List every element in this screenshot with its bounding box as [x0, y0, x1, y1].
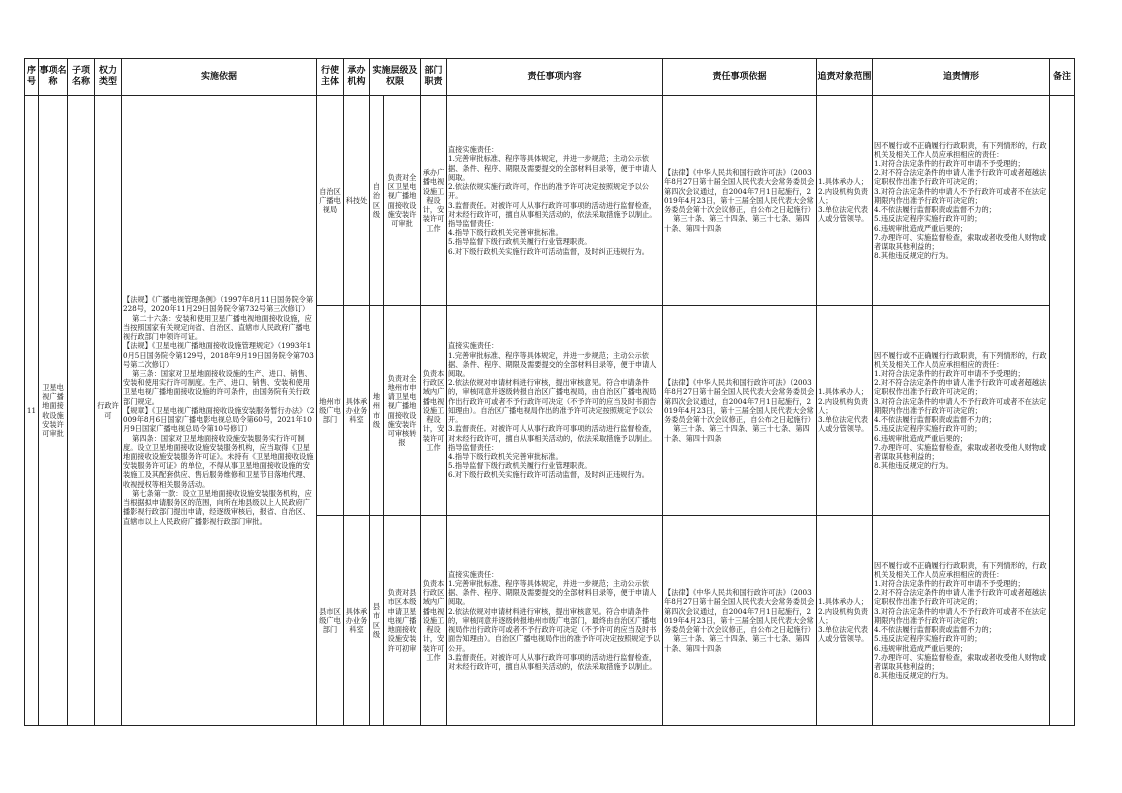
level-cell: 县市区级 — [370, 516, 384, 726]
header-duty-basis: 责任事项依据 — [663, 59, 817, 96]
header-subject: 行使主体 — [317, 59, 344, 96]
situation-cell: 因不履行或不正确履行行政职责，有下列情形的，行政机关及相关工作人员应承担相应的责任： 1.对符合法定条件的行政许可申请不予受理的； 2.对不符合法定条件的申请人准予行政许可或者超越法定职权作出准予行政许可决定的； 3.对符合法定条件的申请人不予行政许可或者不在法定期限内作出准予行政许可决定的； 4.不依法履行监督职责或监督不力的； 5.违反法定程序实施行政许可的； 6.违规审批造成严重后果的； 7.办理许可、实施监督检查，索取或者收受他人财物或者谋取其他利益的； 8.其他违反规定的行为。 — [873, 516, 1050, 726]
header-level: 实施层级及权限 — [370, 59, 421, 96]
responsibility-table — [24, 58, 1075, 726]
duty-content-cell: 直接实施责任： 1.完善审批标准、程序等具体规定，并进一步规范；主动公示依据、条件、程序、期限及需要提交的全部材料目录等，便于申请人阅取。 2.依法依规对申请材料进行审核，提出审核意见。符合申请条件的，审核同意并逐级转报地州市级广电部门，最终由自治区广播电视局作出行政许可或者不予行政许可决定（不予许可的应当及时书面告知理由）。自治区广播电视局作出的准予许可决定按照规定予以公开。 3.监督责任。对被许可人从事行政许可事项的活动进行监督检查，对未经行政许可，擅自从事相关活动的，依法采取措施予以制止。 — [447, 516, 663, 726]
target-cell: 1.具体承办人； 2.内设机构负责人； 3.单位法定代表人或分管领导。 — [817, 516, 873, 726]
header-seq: 序号 — [25, 59, 39, 96]
org-cell: 科技处 — [344, 96, 370, 306]
table-row — [25, 96, 1075, 306]
header-dept: 部门职责 — [421, 59, 447, 96]
subject-cell: 地州市级广电部门 — [317, 306, 344, 516]
power-type-cell: 行政许可 — [95, 96, 122, 726]
level-cell: 地州市级 — [370, 306, 384, 516]
situation-cell: 因不履行或不正确履行行政职责，有下列情形的，行政机关及相关工作人员应承担相应的责任： 1.对符合法定条件的行政许可申请不予受理的； 2.对不符合法定条件的申请人准予行政许可或者超越法定职权作出准予行政许可决定的； 3.对符合法定条件的申请人不予行政许可或者不在法定期限内作出准予行政许可决定的； 4.不依法履行监督职责或监督不力的； 5.违反法定程序实施行政许可的； 6.违规审批造成严重后果的； 7.办理许可、实施监督检查，索取或者收受他人财物或者谋取其他利益的； 8.其他违反规定的行为。 — [873, 306, 1050, 516]
seq-cell: 11 — [25, 96, 39, 726]
item-name-cell: 卫星电视广播地面接收设施安装许可审批 — [39, 96, 68, 726]
header-item: 事项名称 — [39, 59, 68, 96]
subject-cell: 县市区级广电部门 — [317, 516, 344, 726]
dept-duty-cell: 负责本行政区域内广播电视设施工程设计，安装许可工作 — [421, 306, 447, 516]
org-cell: 具体承办业务科室 — [344, 306, 370, 516]
subitem-name-cell — [68, 96, 95, 726]
level-desc-cell: 负责对县市区本级申请卫星电视广播地面接收设施安装许可初审 — [384, 516, 421, 726]
remark-cell — [1050, 96, 1075, 726]
header-remark: 备注 — [1050, 59, 1075, 96]
situation-cell: 因不履行或不正确履行行政职责，有下列情形的，行政机关及相关工作人员应承担相应的责任： 1.对符合法定条件的行政许可申请不予受理的； 2.对不符合法定条件的申请人准予行政许可或者超越法定职权作出准予行政许可决定的； 3.对符合法定条件的申请人不予行政许可或者不在法定期限内作出准予行政许可决定的； 4.不依法履行监督职责或监督不力的； 5.违反法定程序实施行政许可的； 6.违规审批造成严重后果的； 7.办理许可、实施监督检查，索取或者收受他人财物或者谋取其他利益的； 8.其他违反规定的行为。 — [873, 96, 1050, 306]
duty-basis-cell: 【法律】《中华人民共和国行政许可法》（2003年8月27日第十届全国人民代表大会常务委员会第四次会议通过，自2004年7月1日起施行，2019年4月23日，第十三届全国人民代表大会常务委员会第十次会议修正，自公布之日起施行） 第三十条、第三十四条、第三十七条、第四十条、第四十四条 — [663, 306, 817, 516]
header-subitem: 子项名称 — [68, 59, 95, 96]
level-cell: 自治区级 — [370, 96, 384, 306]
header-target: 追责对象范围 — [817, 59, 873, 96]
header-power-type: 权力类型 — [95, 59, 122, 96]
duty-basis-cell: 【法律】《中华人民共和国行政许可法》（2003年8月27日第十届全国人民代表大会常务委员会第四次会议通过，自2004年7月1日起施行，2019年4月23日，第十三届全国人民代表大会常务委员会第十次会议修正，自公布之日起施行） 第三十条、第三十四条、第三十七条、第四十条、第四十四条 — [663, 516, 817, 726]
header-situation: 追责情形 — [873, 59, 1050, 96]
level-desc-cell: 负责对全地州市申请卫星电视广播地面接收设施安装许可审核转报 — [384, 306, 421, 516]
duty-basis-cell: 【法律】《中华人民共和国行政许可法》（2003年8月27日第十届全国人民代表大会常务委员会第四次会议通过，自2004年7月1日起施行，2019年4月23日，第十三届全国人民代表大会常务委员会第十次会议修正，自公布之日起施行） 第三十条、第三十四条、第三十七条、第四十条、第四十四条 — [663, 96, 817, 306]
subject-cell: 自治区广播电视局 — [317, 96, 344, 306]
level-desc-cell: 负责对全区卫星电视广播地面接收设施安装许可审批 — [384, 96, 421, 306]
org-cell: 具体承办业务科室 — [344, 516, 370, 726]
dept-duty-cell: 负责本行政区域内广播电视设施工程设计，安装许可工作 — [421, 516, 447, 726]
header-row — [25, 59, 1075, 96]
dept-duty-cell: 承办广播电视设施工程设计，安装许可工作 — [421, 96, 447, 306]
header-basis: 实施依据 — [122, 59, 317, 96]
target-cell: 1.具体承办人； 2.内设机构负责人； 3.单位法定代表人或分管领导。 — [817, 96, 873, 306]
target-cell: 1.具体承办人； 2.内设机构负责人； 3.单位法定代表人或分管领导。 — [817, 306, 873, 516]
duty-content-cell: 直接实施责任： 1.完善审批标准、程序等具体规定，并进一步规范；主动公示依据、条件、程序、期限及需要提交的全部材料目录等，便于申请人阅取。 2.依法依规对申请材料进行审核，提出审核意见。符合申请条件的，审核同意并逐级转报自治区广播电视局，由自治区广播电视局作出行政许可或者不予行政许可决定（不予许可的应当及时书面告知理由）。自治区广播电视局作出的准予许可决定按照规定予以公开。 3.监督责任。对被许可人从事行政许可事项的活动进行监督检查，对未经行政许可，擅自从事相关活动的，依法采取措施予以制止。 指导监督责任： 4.指导下级行政机关完善审批标准。 5.指导监督下级行政机关履行行业管理职责。 6.对下级行政机关实施行政许可活动监督，及时纠正违规行为。 — [447, 306, 663, 516]
header-duty: 责任事项内容 — [447, 59, 663, 96]
header-org: 承办机构 — [344, 59, 370, 96]
basis-cell: 【法规】《广播电视管理条例》（1997年8月11日国务院令第228号，2020年11月29日国务院令第732号第三次修订） 第二十六条：安装和使用卫星广播电视地面接收设施，应当按照国家有关规定向省、自治区、直辖市人民政府广播电视行政部门申领许可证。 【法规】《卫星电视广播地面接收设施管理规定》（1993年10月5日国务院令第129号，2018年9月19日国务院令第703号第二次修订） 第三条：国家对卫星地面接收设施的生产、进口、销售、安装和使用实行许可制度。生产、进口、销售、安装和使用卫星电视广播地面接收设施的许可条件，由国务院有关行政部门规定。 【规章】《卫星电视广播地面接收设施安装服务暂行办法》（2009年8月6日国家广播电影电视总局令第60号，2021年10月9日国家广播电视总局令第10号修订） 第四条：国家对卫星地面接收设施安装服务实行许可制度。设立卫星地面接收设施安装服务机构，应当取得《卫星地面接收设施安装服务许可证》。未持有《卫星地面接收设施安装服务许可证》的单位，不得从事卫星地面接收设施的安装施工及其配套供应、售后服务维修和卫星节目落地代理、收视授权等相关服务活动。 第七条第一款：设立卫星地面接收设施安装服务机构，应当根据拟申请服务区的范围，向所在地县级以上人民政府广播影视行政部门提出申请，经逐级审核后，报省、自治区、直辖市以上人民政府广播影视行政部门审批。 — [122, 96, 317, 726]
duty-content-cell: 直接实施责任： 1.完善审批标准、程序等具体规定，并进一步规范；主动公示依据、条件、程序、期限及需要提交的全部材料目录等，便于申请人阅取。 2.依法依规实施行政许可，作出的准予许可决定按照规定予以公开。 3.监督责任。对被许可人从事行政许可事项的活动进行监督检查，对未经行政许可，擅自从事相关活动的，依法采取措施予以制止。 指导监督责任： 4.指导下级行政机关完善审批标准。 5.指导监督下级行政机关履行行业管理职责。 6.对下级行政机关实施行政许可活动监督，及时纠正违规行为。 — [447, 96, 663, 306]
